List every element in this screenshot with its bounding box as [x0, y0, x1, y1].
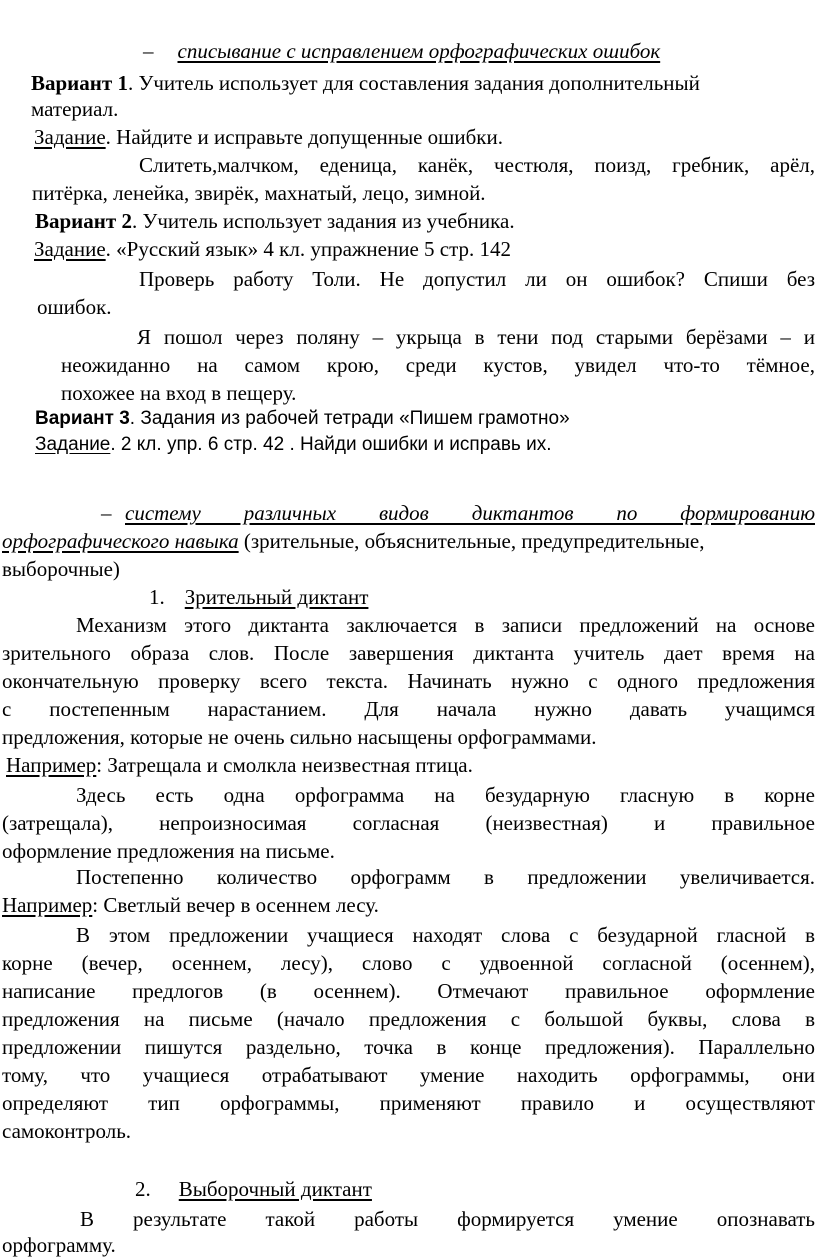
- paragraph-line: тому, что учащиеся отрабатывают умение находить орфограммы, они: [2, 1063, 815, 1087]
- paragraph-line: корне (вечер, осеннем, лесу), слово с удвоенной согласной (осеннем),: [2, 951, 815, 975]
- task-text: . 2 кл. упр. 6 стр. 42 . Найди ошибки и исправь их.: [110, 434, 552, 455]
- variant-1-line: [31, 70, 700, 96]
- variant-3-line: [35, 406, 570, 432]
- paragraph-line: предложении пишутся раздельно, точка в конце предложения). Параллельно: [2, 1035, 815, 1059]
- paragraph-line: Здесь есть одна орфограмма на безударную гласную в корне: [76, 783, 815, 807]
- exercise-text-line: похожее на вход в пещеру.: [61, 381, 297, 405]
- text-line: материал.: [31, 97, 119, 121]
- variant-2-label: Вариант 2: [35, 209, 132, 233]
- variant-1-text: . Учитель использует для составления задания дополнительный: [127, 71, 700, 95]
- task-text: . «Русский язык» 4 кл. упражнение 5 стр. 142: [105, 237, 512, 261]
- dash-bullet: –: [101, 501, 112, 525]
- paragraph-line: самоконтроль.: [2, 1119, 132, 1143]
- paragraph-line: В результате такой работы формируется умение опознавать: [80, 1207, 815, 1231]
- paragraph-line: с постепенным нарастанием. Для начала нужно давать учащимся: [2, 697, 815, 721]
- variant-2-line: [35, 208, 515, 234]
- section-number: 1.: [149, 585, 165, 609]
- exercise-words-line: Слитеть,малчком, еденица, канёк, честюля, поизд, гребник, арёл,: [139, 153, 815, 177]
- paragraph-line: написание предлогов (в осеннем). Отмечают правильное оформление: [2, 979, 815, 1003]
- paragraph-line: предложения на письме (начало предложения с большой буквы, слова в: [2, 1007, 815, 1031]
- task-label: Задание: [34, 237, 106, 261]
- exercise-words-line: питёрка, ленейка, звирёк, махнатый, лецо, зимной.: [32, 181, 486, 205]
- example-line: [6, 752, 473, 778]
- example-label: Например: [6, 753, 97, 777]
- dash-bullet: –: [143, 39, 154, 63]
- variant-1-label: Вариант 1: [31, 71, 128, 95]
- example-text: : Светлый вечер в осеннем лесу.: [92, 893, 379, 917]
- exercise-text-line: Я пошол через поляну – укрыца в тени под старыми берёзами – и: [137, 325, 815, 349]
- variant-3-text: . Задания из рабочей тетради «Пишем грамотно»: [129, 408, 570, 429]
- paragraph-line: Постепенно количество орфограмм в предложении увеличивается.: [76, 865, 815, 889]
- section-title: Зрительный диктант: [184, 585, 369, 609]
- task-line: [35, 432, 552, 458]
- example-text: : Затрещала и смолкла неизвестная птица.: [96, 753, 473, 777]
- section-heading-1: [149, 584, 368, 610]
- paragraph-line: окончательную проверку всего текста. Начинать нужно с одного предложения: [2, 669, 815, 693]
- variant-2-text: . Учитель использует задания из учебника.: [131, 209, 515, 233]
- bullet-line-dictations: [101, 500, 815, 526]
- task-label: Задание: [34, 125, 106, 149]
- paragraph-line: зрительного образа слов. После завершения диктанта учитель дает время на: [2, 641, 815, 665]
- example-line: [2, 892, 379, 918]
- example-label: Например: [2, 893, 93, 917]
- paragraph-line: В этом предложении учащиеся находят слова с безударной гласной в: [76, 923, 815, 947]
- dictation-types: (зрительные, объяснительные, предупредительные,: [238, 529, 705, 553]
- paragraph-line: (затрещала), непроизносимая согласная (неизвестная) и правильное: [2, 811, 815, 835]
- text-line: [2, 528, 705, 554]
- variant-3-label: Вариант 3: [35, 408, 130, 429]
- text-line: выборочные): [2, 557, 120, 581]
- paragraph-line: определяют тип орфограммы, применяют правило и осуществляют: [2, 1091, 815, 1115]
- task-label: Задание: [35, 434, 111, 455]
- section-number: 2.: [135, 1177, 151, 1201]
- exercise-instruction-line: ошибок.: [37, 295, 112, 319]
- section-title: Выборочный диктант: [178, 1177, 372, 1201]
- task-line: [34, 124, 503, 150]
- heading-spelling-skill: орфографического навыка: [2, 529, 239, 553]
- exercise-instruction-line: Проверь работу Толи. Не допустил ли он ошибок? Спиши без: [139, 267, 815, 291]
- paragraph-line: орфограмму.: [2, 1233, 116, 1257]
- heading-copying-with-correction: списывание с исправлением орфографических ошибок: [177, 39, 661, 63]
- task-text: . Найдите и исправьте допущенные ошибки.: [105, 125, 503, 149]
- section-heading-2: [135, 1176, 372, 1202]
- paragraph-line: предложения, которые не очень сильно насыщены орфограммами.: [2, 725, 597, 749]
- paragraph-line: оформление предложения на письме.: [2, 839, 335, 863]
- paragraph-line: Механизм этого диктанта заключается в записи предложений на основе: [76, 613, 815, 637]
- bullet-line-copying: [143, 38, 660, 64]
- exercise-text-line: неожиданно на самом крою, среди кустов, увидел что-то тёмное,: [61, 353, 815, 377]
- task-line: [34, 236, 511, 262]
- heading-dictation-system: систему различных видов диктантов по формированию: [125, 501, 815, 525]
